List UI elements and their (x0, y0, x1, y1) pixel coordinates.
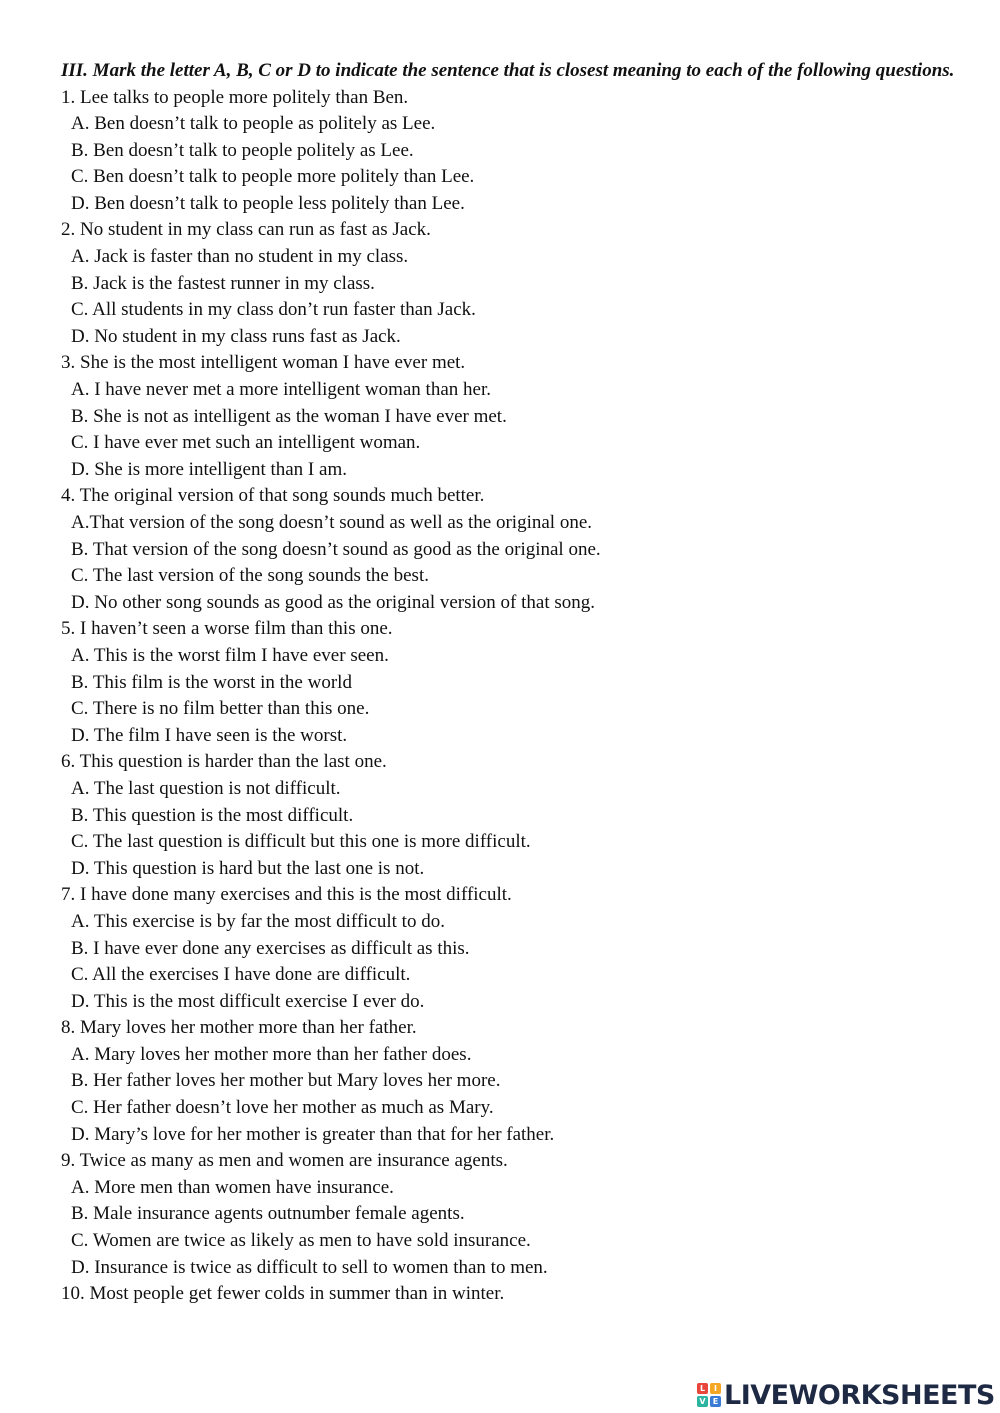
question-stem: 10. Most people get fewer colds in summer than in winter. (61, 1283, 505, 1305)
answer-option: D. No other song sounds as good as the original version of that song. (71, 591, 596, 613)
section-instruction: III. Mark the letter A, B, C or D to indicate the sentence that is closest meaning to each of the following questions. (61, 60, 955, 81)
answer-option: C. Her father doesn’t love her mother as much as Mary. (71, 1097, 494, 1119)
answer-option: D. The film I have seen is the worst. (71, 724, 348, 746)
answer-option: D. This question is hard but the last one is not. (71, 857, 425, 879)
answer-option: A. More men than women have insurance. (71, 1176, 394, 1198)
answer-option: C. The last question is difficult but this one is more difficult. (71, 831, 531, 853)
answer-option: A. This is the worst film I have ever seen. (71, 644, 389, 666)
logo-text: LIVEWORKSHEETS (724, 1379, 995, 1411)
question-block (61, 616, 961, 749)
answer-option: C. I have ever met such an intelligent woman. (71, 432, 421, 454)
answer-option: A. Mary loves her mother more than her father does. (71, 1043, 472, 1065)
answer-option: A. Jack is faster than no student in my class. (71, 246, 409, 268)
question-stem: 3. She is the most intelligent woman I have ever met. (61, 352, 466, 374)
question-stem: 1. Lee talks to people more politely than Ben. (61, 86, 409, 108)
question-block (61, 1015, 961, 1148)
answer-option: B. This film is the worst in the world (71, 671, 352, 693)
logo-mark-letter: I (710, 1383, 721, 1394)
answer-option: C. There is no film better than this one. (71, 698, 370, 720)
question-stem: 5. I haven’t seen a worse film than this one. (61, 618, 393, 640)
answer-option: D. Mary’s love for her mother is greater than that for her father. (71, 1123, 555, 1145)
answer-option: B. This question is the most difficult. (71, 804, 354, 826)
liveworksheets-logo (697, 1378, 995, 1412)
question-block (61, 483, 961, 616)
answer-option: B. Jack is the fastest runner in my class. (71, 272, 375, 294)
answer-option: D. No student in my class runs fast as Jack. (71, 325, 401, 347)
answer-option: D. She is more intelligent than I am. (71, 458, 347, 480)
answer-option: D. Insurance is twice as difficult to sell to women than to men. (71, 1256, 548, 1278)
question-stem: 6. This question is harder than the last one. (61, 751, 387, 773)
answer-option: B. Her father loves her mother but Mary loves her more. (71, 1070, 501, 1092)
answer-option: C. All the exercises I have done are difficult. (71, 964, 411, 986)
question-stem: 9. Twice as many as men and women are insurance agents. (61, 1150, 508, 1172)
question-stem: 7. I have done many exercises and this is the most difficult. (61, 884, 512, 906)
question-block (61, 749, 961, 882)
question-stem: 4. The original version of that song sounds much better. (61, 485, 485, 507)
answer-option: C. Ben doesn’t talk to people more politely than Lee. (71, 166, 475, 188)
answer-option: D. Ben doesn’t talk to people less politely than Lee. (71, 192, 465, 214)
answer-option: B. I have ever done any exercises as difficult as this. (71, 937, 470, 959)
answer-option: A. Ben doesn’t talk to people as politely as Lee. (71, 113, 436, 135)
question-stem: 2. No student in my class can run as fast as Jack. (61, 219, 431, 241)
question-block (61, 1148, 961, 1281)
worksheet-content (61, 58, 961, 1308)
answer-option: A. This exercise is by far the most difficult to do. (71, 910, 445, 932)
answer-option: B. She is not as intelligent as the woman I have ever met. (71, 405, 507, 427)
answer-option: A. The last question is not difficult. (71, 777, 341, 799)
question-block (61, 1281, 961, 1308)
answer-option: C. Women are twice as likely as men to have sold insurance. (71, 1230, 531, 1252)
answer-option: A.That version of the song doesn’t sound as well as the original one. (71, 512, 592, 533)
answer-option: B. Ben doesn’t talk to people politely as Lee. (71, 139, 414, 161)
question-block (61, 882, 961, 1015)
answer-option: D. This is the most difficult exercise I ever do. (71, 990, 425, 1012)
question-block (61, 350, 961, 483)
question-block (61, 85, 961, 218)
question-list (61, 85, 961, 1308)
logo-mark-letter: E (710, 1396, 721, 1407)
answer-option: A. I have never met a more intelligent woman than her. (71, 379, 491, 401)
answer-option: C. The last version of the song sounds the best. (71, 565, 429, 587)
question-stem: 8. Mary loves her mother more than her father. (61, 1017, 417, 1039)
logo-mark-letter: L (697, 1383, 708, 1394)
question-block (61, 217, 961, 350)
answer-option: C. All students in my class don’t run faster than Jack. (71, 299, 476, 321)
answer-option: B. That version of the song doesn’t sound as good as the original one. (71, 538, 601, 560)
logo-mark-letter: V (697, 1396, 708, 1407)
logo-mark-icon (697, 1383, 721, 1407)
answer-option: B. Male insurance agents outnumber female agents. (71, 1203, 465, 1225)
